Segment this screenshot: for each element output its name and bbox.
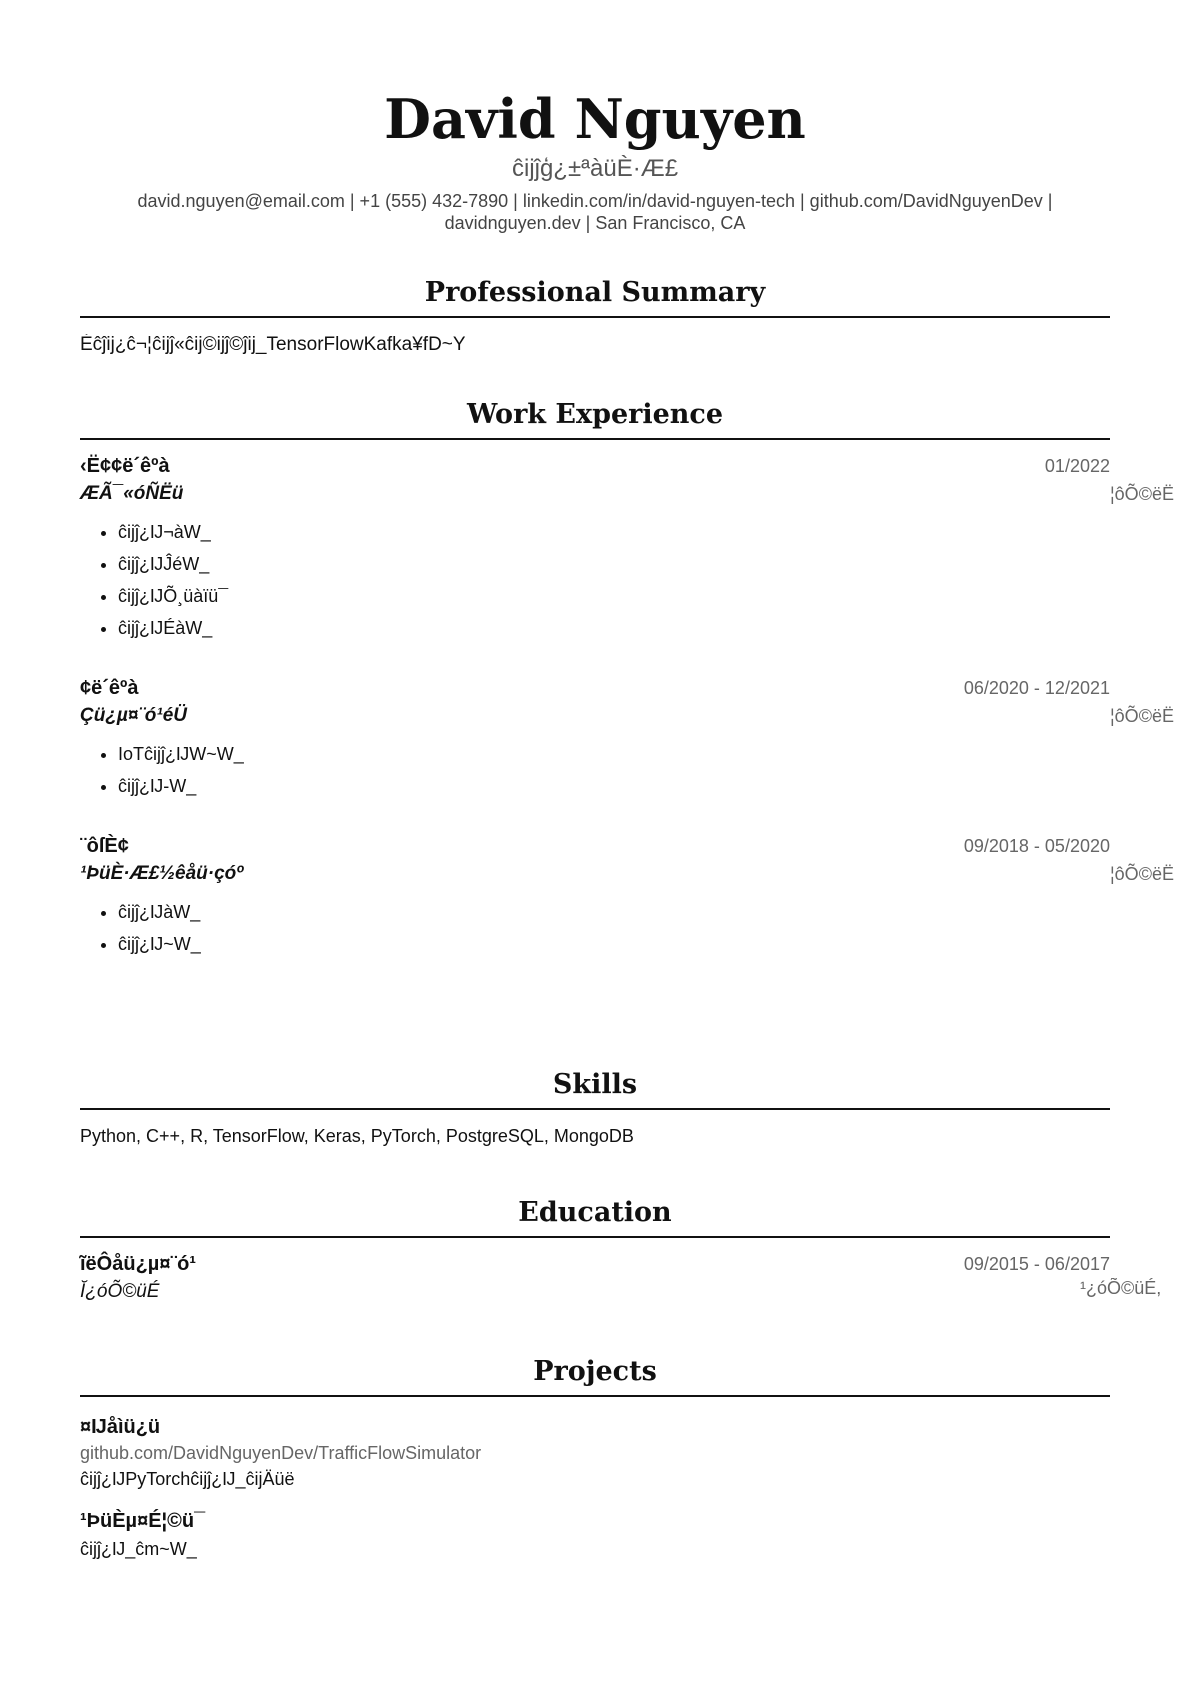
list-item: • ĉĳĵ¿Ĳ¬àW_ bbox=[118, 516, 1110, 548]
education-entry bbox=[80, 1250, 1162, 1306]
job-bullets bbox=[80, 896, 1110, 960]
job-company: ¹ÞüÈ·Æ£½êåü·çóº bbox=[80, 863, 244, 884]
job-date: 06/2020 - 12/2021 bbox=[963, 678, 1110, 698]
job-title: ¢ë´êºà bbox=[80, 677, 139, 699]
projects-heading: Projects bbox=[80, 1355, 1110, 1397]
contact-line-2: davidnguyen.dev | San Francisco, CA bbox=[444, 213, 746, 233]
job-location: ¦ôÕ©ëË bbox=[1110, 864, 1174, 884]
candidate-name: David Nguyen bbox=[384, 87, 806, 151]
job-entry bbox=[80, 452, 1174, 644]
candidate-subtitle: ĉĳĵģ¿±ªàüÈ·Æ£ bbox=[511, 155, 679, 182]
education-degree: Ĭ¿óÕ©üÉ bbox=[80, 1281, 160, 1302]
project-title: ¹ÞüÈµ¤É¦©ü¯ bbox=[80, 1510, 206, 1532]
education-section bbox=[80, 1196, 1162, 1306]
job-date: 01/2022 bbox=[1044, 456, 1110, 476]
education-heading: Education bbox=[80, 1196, 1110, 1238]
contact-line-1: david.nguyen@email.com | +1 (555) 432-7890 | linkedin.com/in/david-nguyen-tech | github.com/DavidNguyenDev | bbox=[137, 191, 1053, 211]
job-location: ¦ôÕ©ëË bbox=[1110, 484, 1174, 504]
skills-section bbox=[80, 1068, 1110, 1147]
list-item: • ĉĳĵ¿Ĳ~W_ bbox=[118, 928, 1110, 960]
experience-heading: Work Experience bbox=[80, 398, 1110, 440]
list-item: • ĉĳĵ¿ĲĴéW_ bbox=[118, 548, 1110, 580]
education-location: ¹¿óÕ©üÉ, bbox=[1080, 1278, 1162, 1298]
list-item: • IoTĉĳĵ¿ĲW~W_ bbox=[118, 738, 1110, 770]
project-description: ĉĳĵ¿Ĳ_ĉm~W_ bbox=[80, 1539, 197, 1559]
list-item: • ĉĳĵ¿ĲàW_ bbox=[118, 896, 1110, 928]
job-company: ÆÃ¯«óÑËü bbox=[80, 483, 184, 504]
job-bullets bbox=[80, 516, 1110, 644]
job-entry bbox=[80, 674, 1174, 802]
job-location: ¦ôÕ©ëË bbox=[1110, 706, 1174, 726]
list-item: • ĉĳĵ¿ĲÉàW_ bbox=[118, 612, 1110, 644]
summary-section bbox=[80, 276, 1110, 356]
job-date: 09/2018 - 05/2020 bbox=[963, 836, 1110, 856]
list-item: • ĉĳĵ¿Ĳ-W_ bbox=[118, 770, 1110, 802]
project-title: ¤Ĳåìü¿ü bbox=[80, 1416, 161, 1438]
experience-section bbox=[80, 398, 1174, 960]
list-item: • ĉĳĵ¿ĲÕ¸üàïü¯ bbox=[118, 580, 1110, 612]
education-date: 09/2015 - 06/2017 bbox=[963, 1254, 1110, 1274]
project-link[interactable]: github.com/DavidNguyenDev/TrafficFlowSimulator bbox=[80, 1443, 482, 1463]
job-company: Çü¿µ¤¨ó¹éÜ bbox=[80, 705, 187, 726]
job-title: ¨ôſÈ¢ bbox=[80, 835, 129, 857]
summary-text: Ėĉĵĳ¿ĉ¬¦ĉĳĵ«ĉĳ©ĳĵ©ĵĳ_TensorFlowKafka¥fD~Y bbox=[80, 334, 466, 355]
job-entry bbox=[80, 832, 1174, 960]
project-entry bbox=[80, 1507, 1110, 1563]
education-school: ĩëÔåü¿µ¤¨ó¹ bbox=[80, 1253, 196, 1275]
skills-heading: Skills bbox=[80, 1068, 1110, 1110]
skills-text: Python, C++, R, TensorFlow, Keras, PyTorch, PostgreSQL, MongoDB bbox=[80, 1126, 634, 1146]
project-entry bbox=[80, 1413, 1110, 1493]
projects-section bbox=[80, 1355, 1110, 1563]
job-title: ‹Ë¢¢ë´êºà bbox=[80, 455, 170, 477]
contact-info bbox=[80, 190, 1110, 234]
job-bullets bbox=[80, 738, 1110, 802]
resume-page bbox=[80, 0, 1174, 1559]
project-description: ĉĳĵ¿ĲPyTorchĉĳĵ¿Ĳ_ĉĳÄüë bbox=[80, 1469, 295, 1489]
summary-heading: Professional Summary bbox=[80, 276, 1110, 318]
